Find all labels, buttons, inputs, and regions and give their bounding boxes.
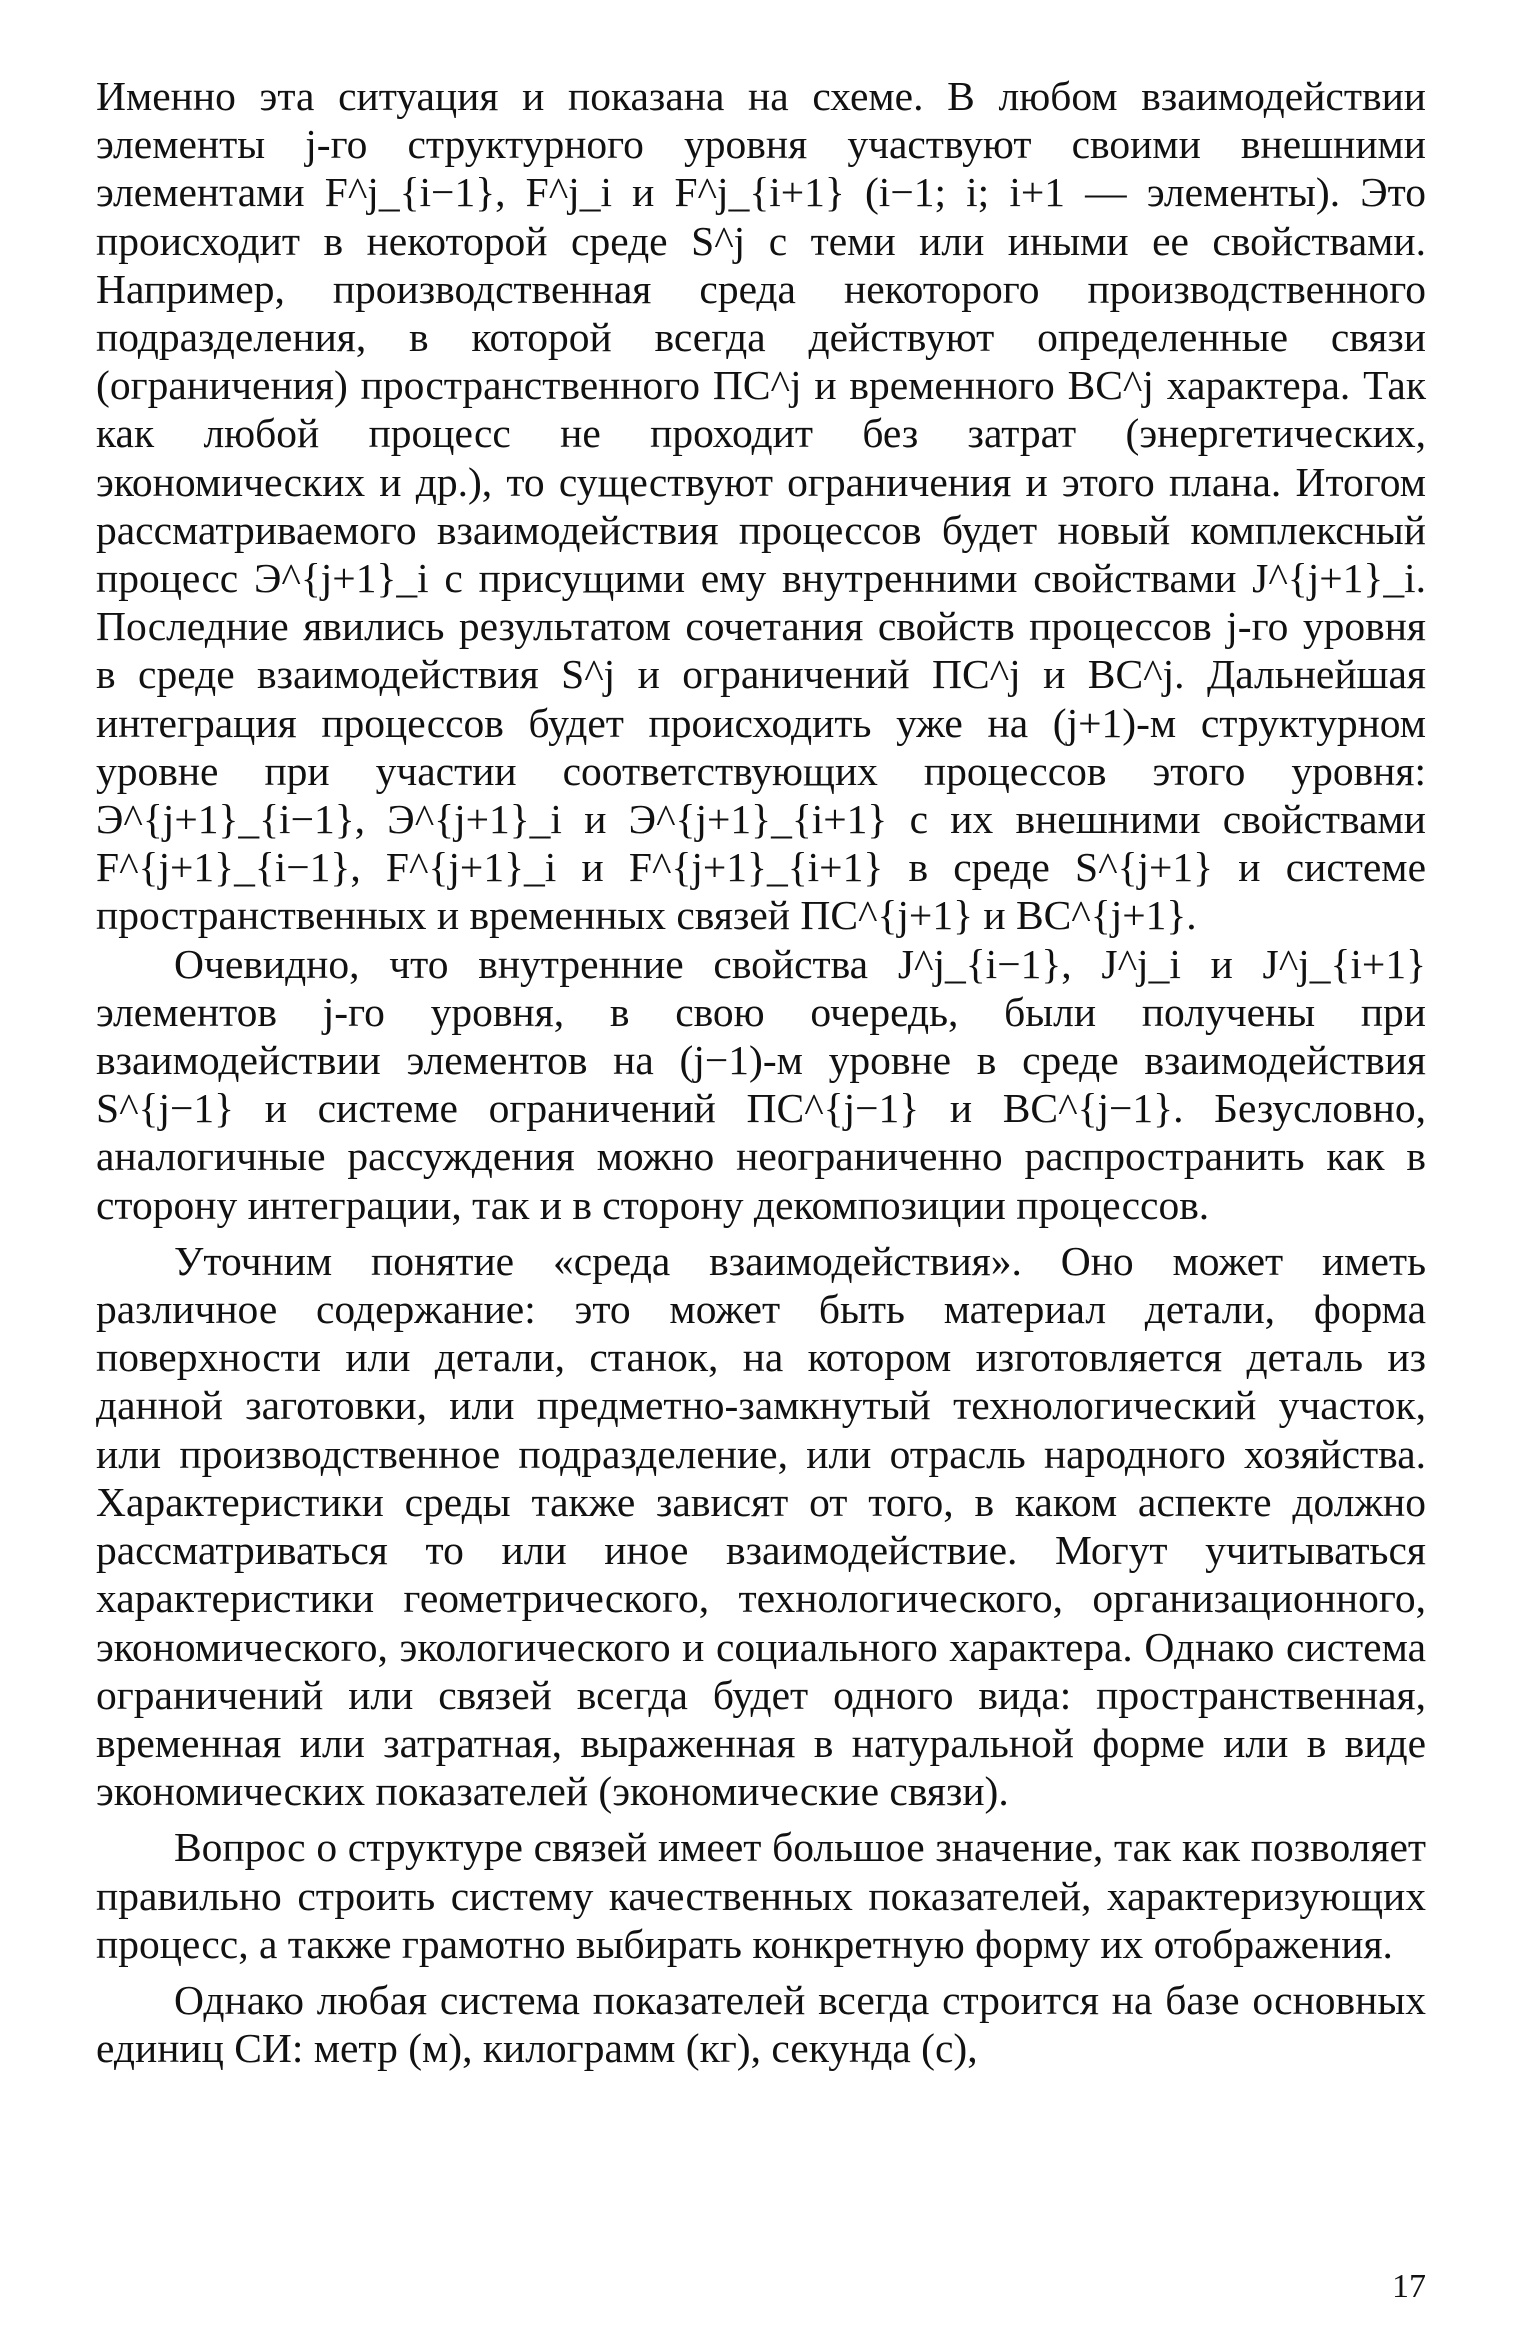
paragraph-scheme-interaction: Именно эта ситуация и показана на схеме. В любом взаимодействии элементы j-го структурного уровня участвуют своими внешними элементами F^j_{i−1}, F^j_i и F^j_{i+1} (i−1; i; i+1 — элементы). Это происходит в некоторой среде S^j с теми или иными ее свойствами. Например, производственная среда некоторого производственного подразделения, в которой всегда действуют определенные связи (ограничения) пространственного ПС^j и временного ВС^j характера. Так как любой процесс не проходит без затрат (энергетических, экономических и др.), то существуют ограничения и этого плана. Итогом рассматриваемого взаимодействия процессов будет новый комплексный процесс Э^{j+1}_i с присущими ему внутренними свойствами J^{j+1}_i. Последние явились результатом сочетания свойств процессов j-го уровня в среде взаимодействия S^j и ограничений ПС^j и ВС^j. Дальнейшая интеграция процессов будет происходить уже на (j+1)-м структурном уровне при участии соответствующих процессов этого уровня: Э^{j+1}_{i−1}, Э^{j+1}_i и Э^{j+1}_{i+1} с их внешними свойствами F^{j+1}_{i−1}, F^{j+1}_i и F^{j+1}_{i+1} в среде S^{j+1} и системе пространственных и временных связей ПС^{j+1} и ВС^{j+1}. [96,73,1426,939]
page-body [96,72,1426,2072]
paragraph-interaction-environment: Уточним понятие «среда взаимодействия». Оно может иметь различное содержание: это может быть материал детали, форма поверхности или детали, станок, на котором изготовляется деталь из данной заготовки, или предметно-замкнутый технологический участок, или производственное подразделение, или отрасль народного хозяйства. Характеристики среды также зависят от того, в каком аспекте должно рассматриваться то или иное взаимодействие. Могут учитываться характеристики геометрического, технологического, организационного, экономического, экологического и социального характера. Однако система ограничений или связей всегда будет одного вида: пространственная, временная или затратная, выраженная в натуральной форме или в виде экономических показателей (экономические связи). [96,1237,1426,1815]
paragraph-si-units: Однако любая система показателей всегда строится на базе основных единиц СИ: метр (м), килограмм (кг), секунда (с), [96,1976,1426,2072]
paragraph-structure-of-links: Вопрос о структуре связей имеет большое значение, так как позволяет правильно строить систему качественных показателей, характеризующих процесс, а также грамотно выбирать конкретную форму их отображения. [96,1824,1426,1967]
page-number: 17 [1392,2268,1426,2305]
paragraph-internal-properties: Очевидно, что внутренние свойства J^j_{i−1}, J^j_i и J^j_{i+1} элементов j-го уровня, в свою очередь, были получены при взаимодействии элементов на (j−1)-м уровне в среде взаимодействия S^{j−1} и системе ограничений ПС^{j−1} и ВС^{j−1}. Безусловно, аналогичные рассуждения можно неограниченно распространить как в сторону интеграции, так и в сторону декомпозиции процессов. [96,940,1426,1228]
